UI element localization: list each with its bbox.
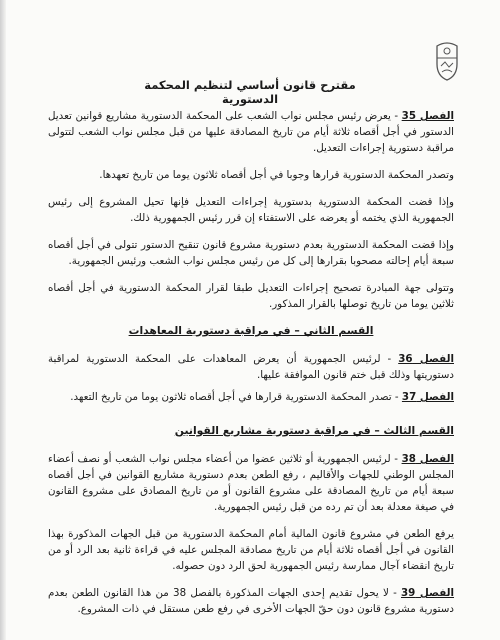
document-title: مقترح قانون أساسي لتنظيم المحكمة الدستورية [144, 78, 356, 106]
document-body [48, 108, 454, 628]
article-number: الفصل 39 [401, 587, 455, 599]
article-text: - يعرض رئيس مجلس نواب الشعب على المحكمة الدستورية مشاريع قوانين تعديل الدستور في أجل أقصاه ثلاثة أيام من تاريخ المصادقة عليها من قبل مجلس نواب الشعب لتتولى مراقبة دستورية إجراءات التعديل. [48, 110, 454, 154]
paragraph: وإذا قضت المحكمة الدستورية بدستورية إجراءات التعديل فإنها تحيل المشروع إلى رئيس الجمهورية الذي يختمه أو يعرضه على الاستفتاء إن قرر رئيس الجمهورية ذلك. [48, 196, 454, 224]
article-number: الفصل 35 [401, 110, 454, 122]
article-39-paragraph [48, 585, 454, 617]
section-heading-treaties: القسم الثاني – في مراقبة دستورية المعاهدات [128, 324, 374, 337]
scan-edge [0, 0, 6, 640]
article-text: - لرئيس الجمهورية أو ثلاثين عضوا من أعضاء مجلس نواب الشعب أو نصف أعضاء المجلس الوطني للجهات والأقاليم ، رفع الطعن بعدم دستورية مشاريع القوانين في أجل أقصاه سبعة أيام من تاريخ المصادقة على مشروع القانون أو من تاريخ المصادق على مشروع القانون في صيغة معدلة بعد أن تم رده من قبل رئيس الجمهورية. [48, 453, 454, 513]
paragraph: يرفع الطعن في مشروع قانون المالية أمام المحكمة الدستورية من قبل الجهات المذكورة بهذا القانون في أجل أقصاه ثلاثة أيام من تاريخ مصادقة المجلس عليه في قراءة ثانية بعد الرد أو من تاريخ انقضاء آجال ممارسة رئيس الجمهورية لحق الرد دون حصوله. [48, 528, 454, 572]
paragraph: وتتولى جهة المبادرة تصحيح إجراءات التعديل طبقا لقرار المحكمة الدستورية في أجل أقصاه ثلاثين يوما من تاريخ توصلها بالقرار المذكور. [48, 282, 454, 310]
article-35-paragraph [48, 108, 454, 156]
section-heading-bills: القسم الثالث – في مراقبة دستورية مشاريع القوانين [174, 424, 454, 437]
article-number: الفصل 38 [401, 453, 454, 465]
republic-emblem-icon [432, 40, 462, 82]
article-37-paragraph [48, 389, 454, 405]
article-36-paragraph [48, 351, 454, 383]
article-number: الفصل 37 [401, 391, 454, 403]
paragraph: وإذا قضت المحكمة الدستورية بعدم دستورية مشروع قانون تنقيح الدستور تتولى في أجل أقصاه سبعة أيام إحالته مصحوبا بقرارها إلى كل من رئيس مجلس نواب الشعب ورئيس الجمهورية. [48, 239, 454, 267]
article-38-paragraph [48, 451, 454, 515]
article-text: - لا يحول تقديم إحدى الجهات المذكورة بالفصل 38 من هذا القانون الطعن بعدم دستورية مشروع قانون دون حقّ الجهات الأخرى في رفع طعن مستقل في ذات المشروع. [48, 587, 454, 615]
paragraph: وتصدر المحكمة الدستورية قرارها وجوبا في أجل أقصاه ثلاثون يوما من تاريخ تعهدها. [99, 169, 454, 181]
article-text: - لرئيس الجمهورية أن يعرض المعاهدات على المحكمة الدستورية لمراقبة دستوريتها وذلك قبل ختم قانون الموافقة عليها. [48, 353, 454, 381]
article-text: - تصدر المحكمة الدستورية قرارها في أجل أقصاه ثلاثون يوما من تاريخ التعهد. [70, 391, 402, 403]
article-number: الفصل 36 [398, 353, 454, 365]
